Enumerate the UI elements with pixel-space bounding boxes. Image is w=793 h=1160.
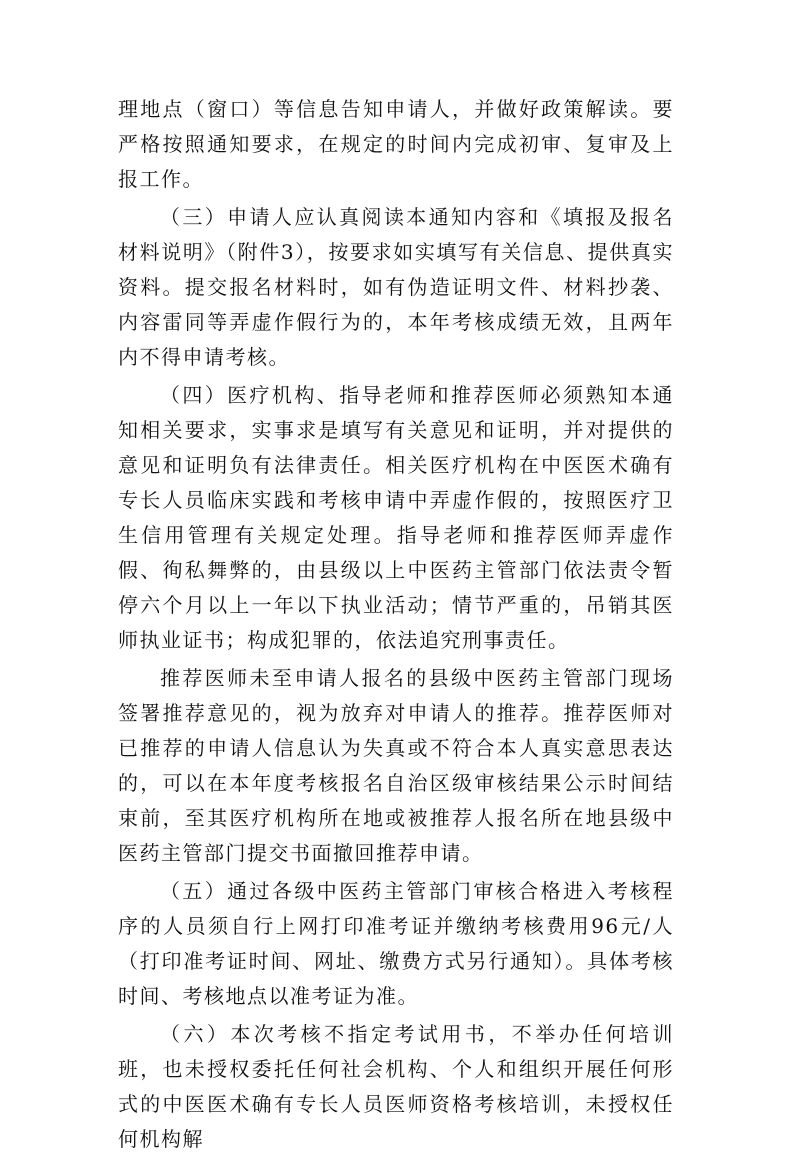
paragraph-item-4: （四）医疗机构、指导老师和推荐医师必须熟知本通知相关要求，实事求是填写有关意见和证明，并对提供的意见和证明负有法律责任。相关医疗机构在中医医术确有专长人员临床实践和考核申请中弄虚作假的，按照医疗卫生信用管理有关规定处理。指导老师和推荐医师弄虚作假、徇私舞弊的，由县级以上中医药主管部门依法责令暂停六个月以上一年以下执业活动；情节严重的，吊销其医师执业证书；构成犯罪的，依法追究刑事责任。 [118,383,674,652]
paragraph-item-5: （五）通过各级中医药主管部门审核合格进入考核程序的人员须自行上网打印准考证并缴纳考核费用96元/人（打印准考证时间、网址、缴费方式另行通知）。具体考核时间、考核地点以准考证为准。 [118,879,674,1008]
paragraph-item-6: （六）本次考核不指定考试用书，不举办任何培训班，也未授权委托任何社会机构、个人和组织开展任何形式的中医医术确有专长人员医师资格考核培训，未授权任何机构解 [118,1022,674,1151]
document-body [118,92,674,1160]
paragraph-item-3: （三）申请人应认真阅读本通知内容和《填报及报名材料说明》（附件3），按要求如实填写有关信息、提供真实资料。提交报名材料时，如有伪造证明文件、材料抄袭、内容雷同等弄虚作假行为的，本年考核成绩无效，且两年内不得申请考核。 [118,205,674,369]
paragraph-recommender-note: 推荐医师未至申请人报名的县级中医药主管部门现场签署推荐意见的，视为放弃对申请人的推荐。推荐医师对已推荐的申请人信息认为失真或不符合本人真实意思表达的，可以在本年度考核报名自治区级审核结果公示时间结束前，至其医疗机构所在地或被推荐人报名所在地县级中医药主管部门提交书面撤回推荐申请。 [118,666,674,865]
paragraph-continuation: 理地点（窗口）等信息告知申请人，并做好政策解读。要严格按照通知要求，在规定的时间内完成初审、复审及上报工作。 [118,97,674,191]
